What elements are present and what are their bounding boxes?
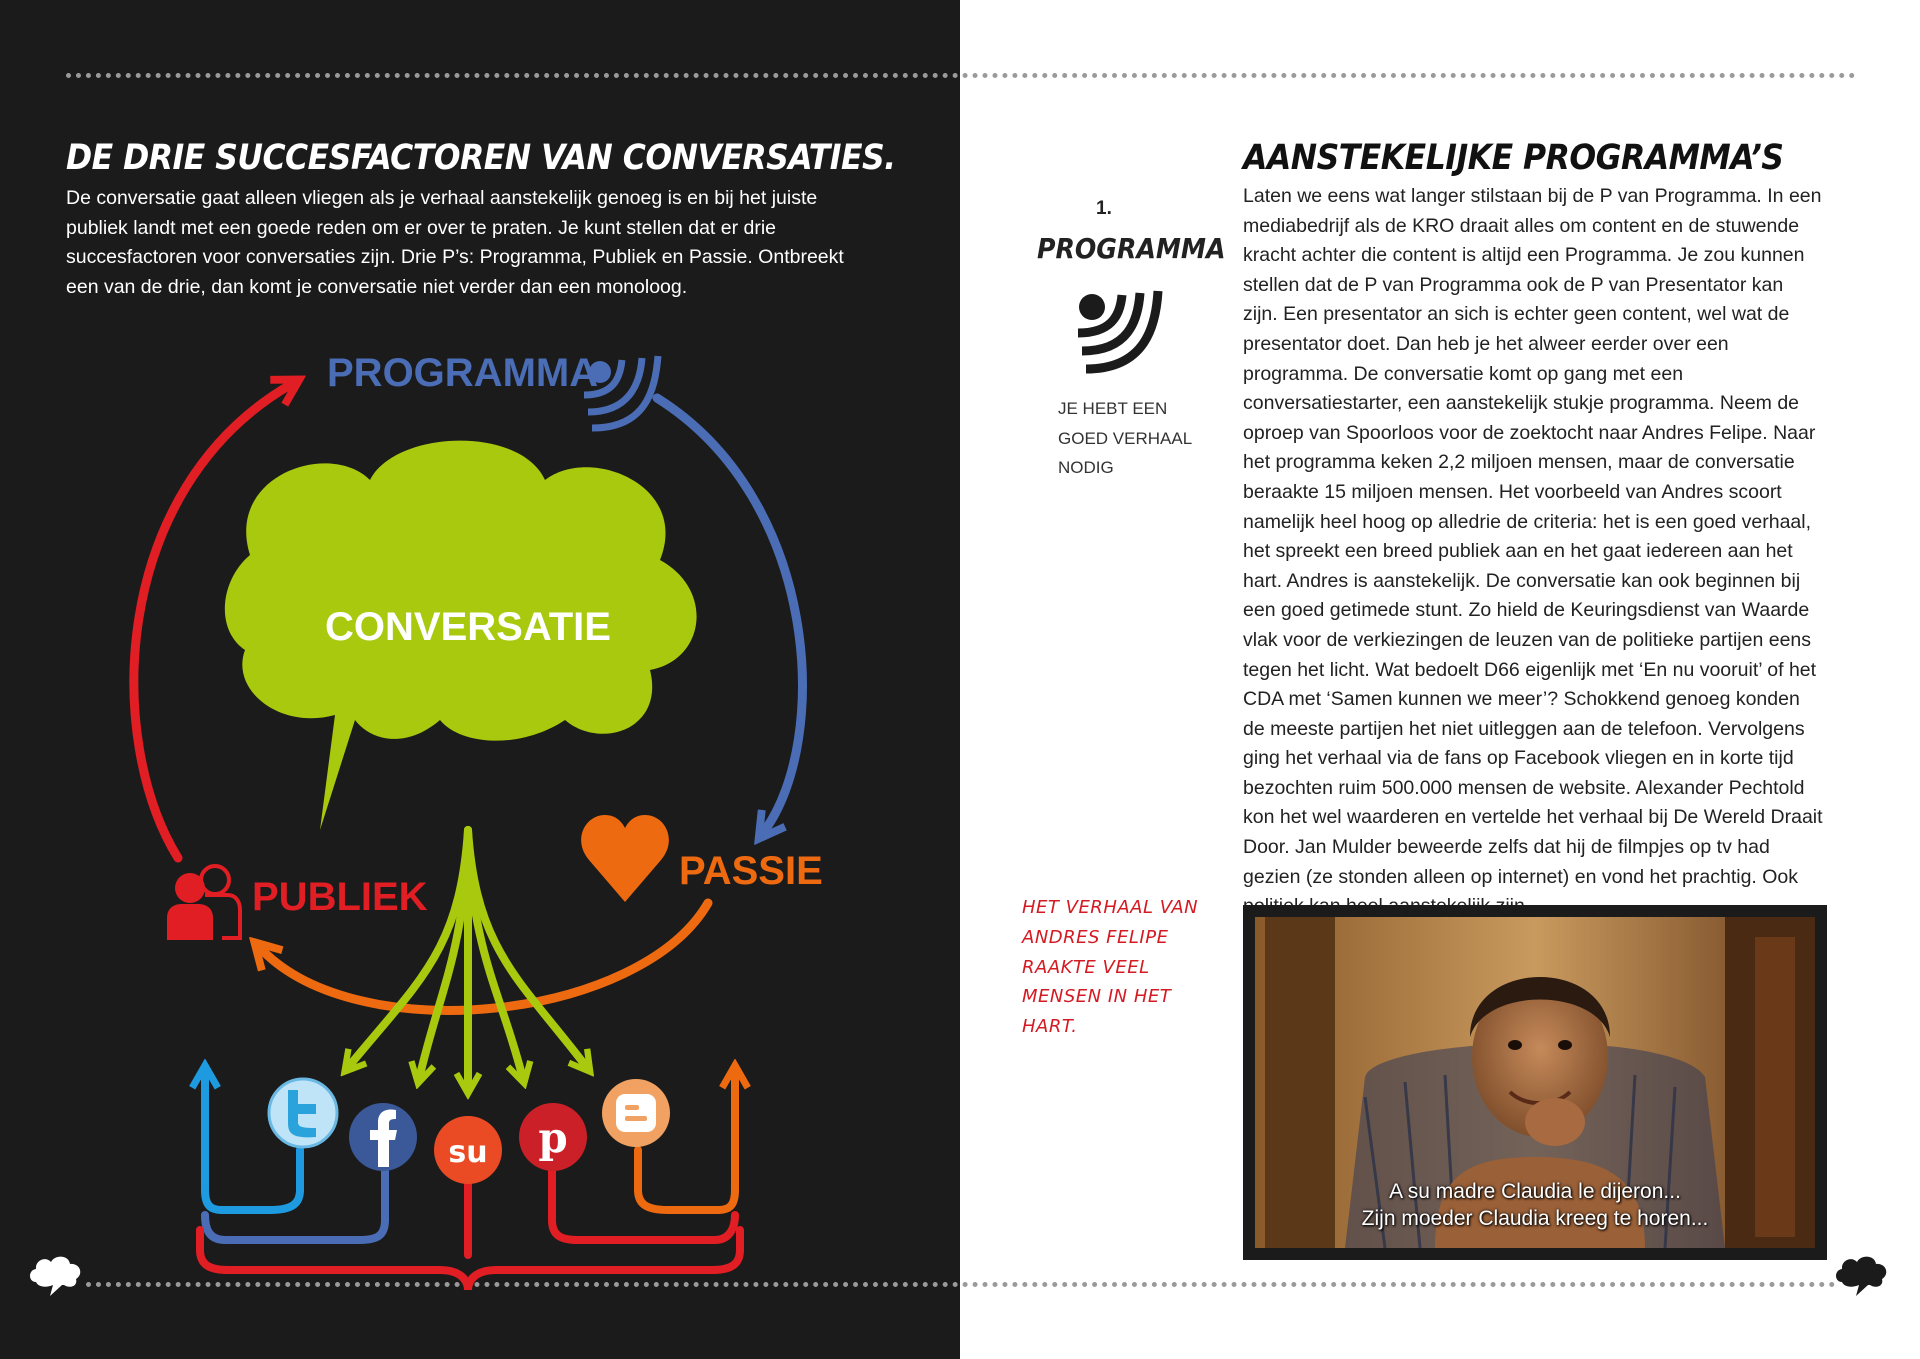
svg-text:su: su bbox=[448, 1135, 488, 1170]
stumbleupon-icon bbox=[434, 1116, 502, 1184]
pull-quote: HET VERHAAL VAN ANDRES FELIPE RAAKTE VEEL MENSEN IN HET HART. bbox=[1022, 897, 1199, 1038]
fan-arrow-1 bbox=[350, 830, 468, 1065]
andres-photo bbox=[1255, 917, 1815, 1248]
left-page-intro: De conversatie gaat alleen vliegen als je verhaal aanstekelijk genoeg is en bij het juiste publiek landt met een goede reden om er over te praten. Je kunt stellen dat er drie succesfactoren voor conversaties zijn. Drie P’s: Programma, Publiek en Passie. Ontbreekt een van de drie, dan komt je conversatie niet verder dan een monoloog. bbox=[66, 187, 844, 298]
heart-icon bbox=[581, 815, 669, 902]
facebook-icon bbox=[349, 1103, 417, 1171]
left-page-title: DE DRIE SUCCESFACTOREN VAN CONVERSATIES. bbox=[66, 138, 896, 178]
conversatie-label: CONVERSATIE bbox=[325, 605, 611, 649]
person-icon bbox=[167, 866, 240, 940]
sidebar-number: 1. bbox=[1096, 198, 1112, 219]
sidebar-note: JE HEBT EEN GOED VERHAAL NODIG bbox=[1058, 399, 1192, 477]
subtitle-line-2: Zijn moeder Claudia kreeg te horen... bbox=[1361, 1207, 1709, 1230]
svg-text:p: p bbox=[538, 1113, 568, 1162]
cloud-icon bbox=[1834, 1252, 1892, 1298]
blogger-icon bbox=[602, 1079, 670, 1147]
photo-frame bbox=[1243, 905, 1827, 1260]
photo-subtitles bbox=[1255, 1178, 1815, 1232]
sidebar-label: PROGRAMMA bbox=[1037, 232, 1226, 265]
twitter-icon bbox=[269, 1079, 337, 1147]
subtitle-line-1: A su madre Claudia le dijeron... bbox=[1389, 1180, 1681, 1203]
passie-label: PASSIE bbox=[679, 849, 823, 893]
body-text: Laten we eens wat langer stilstaan bij de P van Programma. In een mediabedrijf als de KRO draait alles om content en de stuwende kracht achter die content is altijd een Programma. Je zou kunnen stellen dat de P van Programma ook de P van Presentator kan zijn. Een presentator an sich is echter geen content, wel wat de presentator doet. Dan heb je het alweer eerder over een programma. De conversatie komt op gang met een conversatiestarter, een aanstekelijk stukje programma. Neem de oproep van Spoorloos voor de zoektocht naar Andres Felipe. Naar het programma keken 2,2 miljoen mensen, maar de conversatie beraakte 15 miljoen mensen. Het voorbeeld van Andres scoort namelijk heel hoog op alledrie de criteria: het is een goed verhaal, het spreekt een breed publiek aan en het gaat iedereen aan het hart. Andres is aanstekelijk. De conversatie kan ook beginnen bij een goed getimede stunt. Zo hield de Keuringsdienst van Waarde vlak voor de verkiezingen de leuzen van de politieke partijen eens tegen het licht. Wat bedoelt D66 eigenlijk met ‘En nu vooruit’ of het CDA met ‘Samen kunnen we meer’? Schokkend genoeg konden de meeste partijen het niet uitleggen aan de telefoon. Vervolgens ging het verhaal via de fans op Facebook vliegen en in korte tijd bezochten ruim 500.000 mensen de website. Alexander Pechtold kon het wel waarderen en vertelde het verhaal bij De Wereld Draait Door. Jan Mulder beweerde zelfs dat hij de filmpjes op tv had gezien (ze stonden alleen op internet) en vond het prachtig. Ook bbox=[1243, 185, 1823, 888]
broadcast-icon bbox=[1070, 285, 1170, 375]
publiek-label: PUBLIEK bbox=[252, 875, 428, 919]
right-page-title: AANSTEKELIJKE PROGRAMMA’S bbox=[1243, 138, 1784, 178]
pinterest-icon bbox=[519, 1103, 587, 1171]
programma-label: PROGRAMMA bbox=[327, 351, 599, 395]
